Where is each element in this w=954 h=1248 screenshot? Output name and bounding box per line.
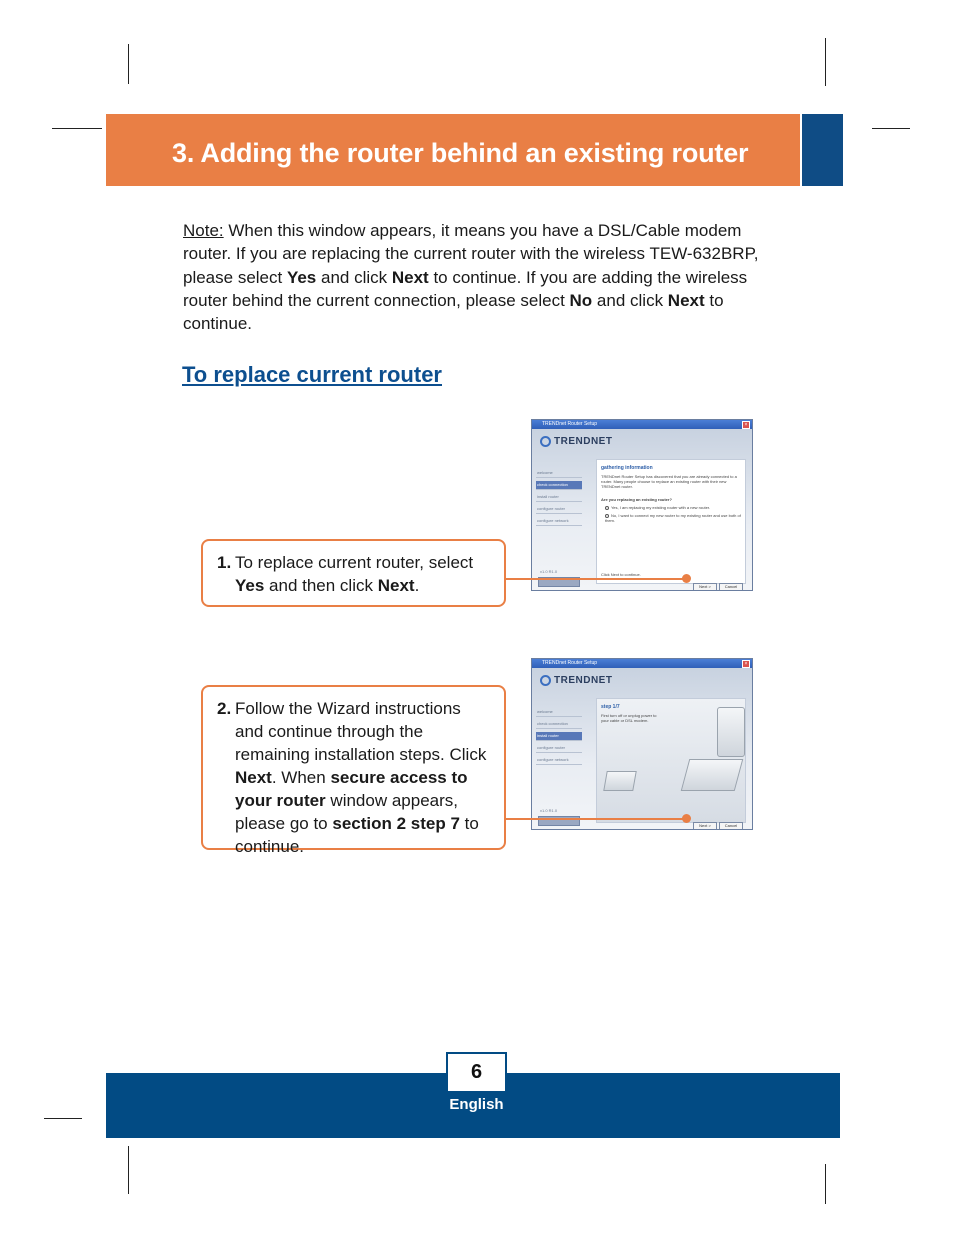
panel-hint: Click Next to continue. bbox=[601, 572, 641, 577]
step-2-text-part: . When bbox=[271, 768, 331, 787]
step-2-connector-line bbox=[506, 818, 686, 820]
sidebar-item-configure-network: configure network bbox=[536, 756, 582, 765]
close-icon: × bbox=[742, 660, 750, 668]
wizard-panel bbox=[596, 459, 746, 589]
trendnet-logo bbox=[540, 675, 612, 686]
close-icon: × bbox=[742, 421, 750, 429]
step-1-callout bbox=[201, 539, 506, 607]
step-2-text-part: Follow the Wizard instructions and continue through the remaining installation steps. Click bbox=[235, 699, 487, 764]
crop-mark bbox=[825, 1164, 826, 1204]
sidebar-item-install-router: install router bbox=[536, 732, 582, 741]
window-titlebar bbox=[532, 420, 752, 429]
sidebar-item-check-connection: check connection bbox=[536, 720, 582, 729]
step-2-text-part: to continue. bbox=[235, 814, 479, 856]
window-body bbox=[532, 429, 752, 590]
version-label: v1.0 R1.0 bbox=[540, 808, 558, 813]
sidebar-item-configure-router: configure router bbox=[536, 505, 582, 514]
subheading-replace-router: To replace current router bbox=[182, 362, 442, 387]
wizard-screenshot-gathering-info bbox=[531, 419, 753, 591]
window-body bbox=[532, 668, 752, 829]
sidebar-item-configure-network: configure network bbox=[536, 517, 582, 526]
step-2-number: 2. bbox=[217, 699, 232, 718]
router-illustration bbox=[681, 759, 744, 791]
step-2-section-ref: section 2 step 7 bbox=[332, 814, 460, 833]
wizard-panel bbox=[596, 698, 746, 828]
option-yes-label: Yes, I am replacing my existing router with a new router. bbox=[611, 505, 711, 510]
note-paragraph bbox=[183, 219, 763, 335]
option-no bbox=[605, 513, 745, 523]
panel-text: TRENDnet Router Setup has discovered that you are already connected to a router. Many people choose to replace an existing router with their new TRENDnet router. bbox=[601, 474, 737, 489]
crop-mark bbox=[872, 128, 910, 129]
note-text: to continue. bbox=[183, 290, 724, 334]
logo-ring-icon bbox=[540, 675, 551, 686]
panel-title: step 1/7 bbox=[601, 704, 620, 710]
step-1-yes: Yes bbox=[235, 576, 265, 595]
sidebar-item-welcome: welcome bbox=[536, 708, 582, 717]
note-text: and click bbox=[592, 290, 668, 310]
option-yes bbox=[605, 505, 745, 510]
step-2-text bbox=[235, 697, 492, 858]
step-2-row bbox=[217, 697, 492, 858]
step-1-connector-line bbox=[506, 578, 686, 580]
note-text: to continue. If you are adding the wireless router behind the current connection, please select bbox=[183, 267, 748, 310]
sidebar-item-configure-router: configure router bbox=[536, 744, 582, 753]
note-next: Next bbox=[391, 267, 429, 287]
crop-mark bbox=[128, 44, 129, 84]
option-no-label: No, I want to connect my new router to my existing router and use both of them. bbox=[605, 513, 741, 523]
next-button: Next > bbox=[693, 822, 717, 830]
step-2-text-part: window appears, please go to bbox=[235, 791, 458, 833]
step-1-text-part: To replace current router, select bbox=[235, 553, 474, 572]
step-1-text-part: and then click bbox=[264, 576, 378, 595]
crop-mark bbox=[52, 128, 102, 129]
step-1-connector-dot bbox=[682, 574, 691, 583]
cancel-button: Cancel bbox=[719, 583, 743, 591]
section-title: 3. Adding the router behind an existing router bbox=[172, 138, 749, 168]
note-text: and click bbox=[316, 267, 392, 287]
note-text: When this window appears, it means you have a DSL/Cable modem router. If you are replacing the current router with the wireless TEW-632BRP, please select bbox=[183, 221, 759, 287]
section-header-accent bbox=[802, 114, 843, 186]
note-label: Note: bbox=[183, 221, 224, 240]
footer-language: English bbox=[449, 1096, 504, 1113]
step-2-next: Next bbox=[235, 768, 272, 787]
next-button: Next > bbox=[693, 583, 717, 591]
note-next: Next bbox=[667, 290, 705, 310]
crop-mark bbox=[825, 38, 826, 86]
window-title: TRENDnet Router Setup bbox=[542, 660, 598, 666]
version-label: v1.0 R1.0 bbox=[540, 569, 558, 574]
step-2-connector-dot bbox=[682, 814, 691, 823]
logo-text: TRENDNET bbox=[554, 436, 613, 448]
window-title: TRENDnet Router Setup bbox=[542, 421, 598, 427]
modem-illustration bbox=[603, 771, 637, 791]
tower-illustration bbox=[717, 707, 745, 757]
step-2-callout bbox=[201, 685, 506, 856]
sidebar-item-install-router: install router bbox=[536, 493, 582, 502]
panel-title: gathering information bbox=[601, 465, 653, 471]
crop-mark bbox=[128, 1146, 129, 1194]
wizard-screenshot-step-1 bbox=[531, 658, 753, 830]
step-1-number: 1. bbox=[217, 553, 232, 572]
cancel-button: Cancel bbox=[719, 822, 743, 830]
note-yes: Yes bbox=[286, 267, 317, 287]
step-1-row bbox=[217, 551, 492, 597]
logo-text: TRENDNET bbox=[554, 675, 613, 687]
step-1-text-part: . bbox=[414, 576, 420, 595]
step-1-next: Next bbox=[377, 576, 415, 595]
wizard-sidebar bbox=[536, 469, 582, 584]
wizard-sidebar bbox=[536, 708, 582, 823]
window-titlebar bbox=[532, 659, 752, 668]
sidebar-item-welcome: welcome bbox=[536, 469, 582, 478]
page-number: 6 bbox=[446, 1052, 507, 1093]
step-1-text bbox=[235, 551, 492, 597]
logo-ring-icon bbox=[540, 436, 551, 447]
crop-mark bbox=[44, 1118, 82, 1119]
panel-question: Are you replacing an existing router? bbox=[601, 497, 672, 502]
panel-text: First turn off or unplug power to your cable or DSL modem. bbox=[601, 713, 657, 723]
trendnet-logo bbox=[540, 436, 612, 447]
sidebar-item-check-connection: check connection bbox=[536, 481, 582, 490]
step-2-secure-access: secure access to your router bbox=[235, 768, 468, 810]
note-no: No bbox=[569, 290, 593, 310]
radio-icon bbox=[605, 506, 609, 510]
